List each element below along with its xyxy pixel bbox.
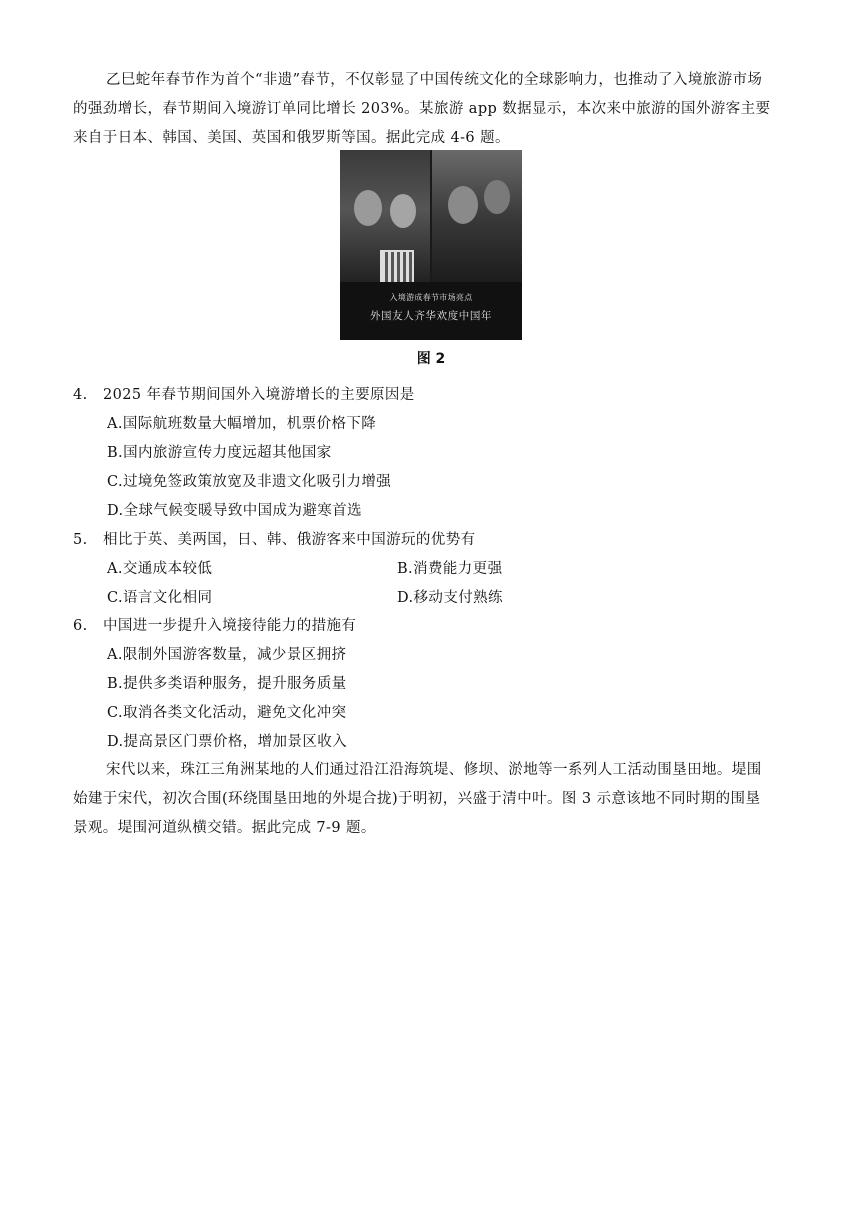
figure-2-photo bbox=[340, 150, 522, 340]
question-text: 2025 年春节期间国外入境游增长的主要原因是 bbox=[103, 387, 415, 403]
photo-left-panel bbox=[340, 150, 430, 282]
tourist-face bbox=[390, 194, 416, 228]
tourist-face bbox=[484, 180, 510, 214]
question-6-option-b: B.提供多类语种服务，提升服务质量 bbox=[107, 676, 347, 692]
qr-code-icon bbox=[380, 250, 414, 284]
question-6-stem bbox=[73, 614, 356, 635]
tourist-face bbox=[448, 186, 478, 224]
question-text: 中国进一步提升入境接待能力的措施有 bbox=[103, 618, 357, 634]
question-number: 5. bbox=[73, 532, 88, 548]
figure-2 bbox=[335, 150, 527, 375]
question-number: 4. bbox=[73, 387, 88, 403]
question-4-option-b: B.国内旅游宣传力度远超其他国家 bbox=[107, 445, 332, 461]
question-4-option-c: C.过境免签政策放宽及非遗文化吸引力增强 bbox=[107, 474, 392, 490]
question-5-stem bbox=[73, 528, 476, 549]
question-6-option-d: D.提高景区门票价格，增加景区收入 bbox=[107, 734, 348, 750]
banner-title: 外国友人齐华欢度中国年 bbox=[369, 310, 493, 322]
photo-right-panel bbox=[432, 150, 522, 282]
question-4-option-d: D.全球气候变暖导致中国成为避寒首选 bbox=[107, 503, 362, 519]
question-5-option-c: C.语言文化相同 bbox=[107, 590, 213, 606]
question-text: 相比于英、美两国，日、韩、俄游客来中国游玩的优势有 bbox=[103, 532, 476, 548]
photo-banner bbox=[340, 282, 522, 340]
figure-caption: 图 2 bbox=[416, 351, 446, 367]
passage-intro-4-6: 乙巳蛇年春节作为首个“非遗”春节，不仅彰显了中国传统文化的全球影响力，也推动了入境旅游市场的强劲增长，春节期间入境游订单同比增长 203%。某旅游 app 数据显示，本次来中旅游的国外游客主要来自于日本、韩国、美国、英国和俄罗斯等国。据此完成 4-6 题。 bbox=[73, 72, 771, 146]
question-5-option-d: D.移动支付熟练 bbox=[397, 590, 503, 606]
question-number: 6. bbox=[73, 618, 88, 634]
question-6-option-a: A.限制外国游客数量，减少景区拥挤 bbox=[107, 647, 347, 663]
banner-subtitle: 入境游成春节市场亮点 bbox=[389, 293, 473, 302]
tourist-face bbox=[354, 190, 382, 226]
question-4-stem bbox=[73, 383, 415, 404]
passage-intro-7-9: 宋代以来，珠江三角洲某地的人们通过沿江沿海筑堤、修坝、淤地等一系列人工活动围垦田地。堤围始建于宋代，初次合围(环绕围垦田地的外堤合拢)于明初，兴盛于清中叶。图 3 示意该地不同时期的围垦景观。堤围河道纵横交错。据此完成 7-9 题。 bbox=[73, 762, 762, 836]
question-5-option-b: B.消费能力更强 bbox=[397, 561, 503, 577]
question-5-option-a: A.交通成本较低 bbox=[107, 561, 213, 577]
question-6-option-c: C.取消各类文化活动，避免文化冲突 bbox=[107, 705, 347, 721]
question-4-option-a: A.国际航班数量大幅增加，机票价格下降 bbox=[107, 416, 377, 432]
